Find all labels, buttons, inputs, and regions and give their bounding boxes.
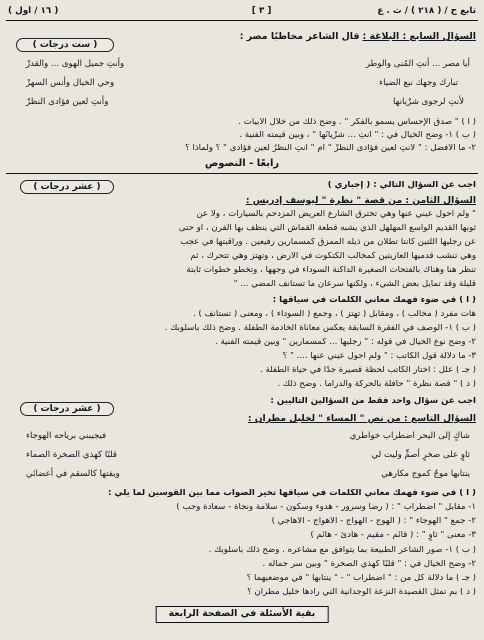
q9-verse-1b: فيجيبني برياحه الهوجاء — [26, 431, 107, 441]
q7-title: السؤال السابع : البلاغة : — [362, 32, 476, 42]
q8-d-item: ( د ) " قصة نظرة " حافلة بالحركة والدراما . وضح ذلك . — [277, 380, 476, 389]
q8-marks-badge: ( عشر درجات ) — [20, 180, 114, 194]
q8-instruction: أجب عن السؤال التالي : ( إجباري ) — [327, 181, 476, 190]
section-4-title: رابعًا - النصوص — [204, 158, 280, 169]
header-center: [ ٣ ] — [251, 6, 272, 16]
q7-verse-3a: لأنتِ لرجوى شرْيانها — [393, 97, 464, 107]
q7-item-b1: ( ب ) ١- وضح الخيال في : " أنتِ ... شرْيانُها " ، وبين قيمته الفنية . — [239, 131, 476, 140]
q8-passage-line: " ولم أحول عيني عنها وهي تخترق الشارع العريض المزدحم بالسيارات ، ولا عن — [196, 210, 476, 219]
q8-passage-line: عن رجليها اللتين كانتا تطلان من ذيله الممزق كمسمارين رفيعين . وراقبتها في عجب — [180, 238, 476, 247]
q8-b-item: ( ب ) ١- الوصف في الفقرة السابقة يعكس معاناة الخادمة الطفلة . وضح ذلك بأسلوبك . — [164, 324, 476, 333]
q9-d-item: ( د ) بم تمثل القصيدة النزعة الوجدانية التي رادها خليل مطران ؟ — [247, 588, 476, 597]
q9-a-item: ٢- جمع " الهوجاء " : ( الهوج - الهواج - الأهواج - الأهاجي ) — [271, 517, 476, 526]
q8-passage-line: ثوبها القديم الواسع المهلهل الذي يشبه قطعة القماش التي ينظف بها الفرن ، أو حتى — [178, 224, 476, 233]
q7-marks-badge: ( ست درجات ) — [16, 38, 114, 52]
continued-note: بقية الأسئلة في الصفحة الرابعة — [156, 606, 329, 623]
q7-verse-3b: وأنتِ لعين فؤادى النظرْ — [26, 97, 109, 107]
q9-a-item: ١- مقابل " اضطراب " : ( رضا وسرور - هدوء وسكون - سلامة ونجاة - سعادة وحب ) — [176, 503, 476, 512]
q9-c-item: ( جـ ) ما دلالة كل من : " اضطراب " - " ينتابها " في موضعيهما ؟ — [246, 574, 476, 583]
q7-verse-2a: تبارك وجهك نبع الضياء — [379, 78, 458, 88]
q8-b-item: ٢- وضح نوع الخيال في قوله : " رجليها ... كمسمارين " وبين قيمته الفنية . — [214, 338, 476, 347]
q8-a-line: هات مفرد ( مخالب ) ، ومقابل ( تهتز ) ، وجمع ( السوداء ) ، ومعنى ( تستأنف ) . — [193, 310, 476, 319]
q7-verse-1b: وأنتِ جميل الهوى ... والقدرْ — [26, 59, 125, 69]
q9-b-item: ( ب ) ١- صور الشاعر الطبيعة بما يتوافق مع مشاعره . وضح ذلك بأسلوبك . — [208, 546, 476, 555]
q9-verse-1a: شاكٍ إلى البحر اضطراب خواطري — [349, 431, 470, 441]
q8-c-item: ( جـ ) علل : اختار الكاتب لحظة قصيرة جدًا في حياة الطفلة . — [259, 366, 476, 375]
q7-intro: قال الشاعر مخاطبًا مصر : — [239, 32, 360, 42]
q7-verse-2b: وحي الخيال وأنس السهرْ — [26, 78, 115, 88]
q9-b-item: ٢- وضح الخيال في : " قلبًا كهذي الصخرة " وبين سر جماله . — [262, 560, 476, 569]
q9-instruction: أجب عن سؤال واحد فقط من السؤالين التاليين : — [270, 397, 476, 406]
q9-a-lead: ( أ ) في ضوء فهمك معاني الكلمات في سياقها تخير الصواب مما بين القوسين لما يلي : — [108, 489, 476, 498]
section-divider — [6, 173, 478, 174]
q9-verse-3a: ينتابها موجٌ كموج مكارهي — [381, 469, 470, 479]
q8-passage-line: وهي تنشب قدميها العاريتين كمخالب الكتكوت في الأرض ، وتهتز وهي تتحرك ، ثم — [190, 252, 476, 261]
q8-passage-line: قليلة وقد تمايل بعض الشيء ، ولكنها سرعان ما تستأنف المضي ... " — [233, 280, 476, 289]
q7-verse-1a: أيا مصر ... أنتِ المُنى والوطر — [365, 59, 470, 69]
q9-verse-2b: قلبًا كهذي الصخرة الصماء — [26, 450, 117, 460]
q9-marks-badge: ( عشر درجات ) — [20, 402, 114, 416]
q9-title: السؤال التاسع : من نص " المساء " لخليل مطران : — [247, 414, 476, 424]
q8-title: السؤال الثامن : من قصة " نظرة " ليوسف إدريس : — [245, 196, 476, 206]
page-header — [8, 6, 476, 16]
q8-a-lead: ( أ ) في ضوء فهمك معاني الكلمات في سياقها : — [272, 296, 476, 305]
q8-b-item: ٣- ما دلالة قول الكاتب : " ولم أحول عيني عنها .... " ؟ — [282, 352, 476, 361]
q7-item-b2: ٢- ما الأفضل : " لأنتِ لعين فؤادى النظرْ " أم " أنتِ النظرُ لعين فؤادى " ؟ ولماذا ؟ — [185, 144, 476, 153]
header-divider — [6, 20, 478, 21]
q8-passage-line: تنظر هنا وهناك بالفتحات الصغيرة الداكنة السوداء في وجهها ، وتخطو خطوات ثابتة — [186, 266, 476, 275]
q9-verse-2a: ثاوٍ على صخرٍ أصمٍّ وليت لي — [371, 450, 470, 460]
header-left: ( ١٦ / أول ) — [8, 6, 59, 16]
header-right: تابع ح / ( ٢١٨ ) / ث . ع — [377, 6, 476, 16]
q7-item-a: ( أ ) " صدق الإحساس يسمو بالفكر " . وضح ذلك من خلال الأبيات . — [238, 118, 476, 127]
q7-heading — [8, 32, 476, 43]
q9-verse-3b: ويفتها كالسقم في أعضائي — [26, 469, 120, 479]
q9-a-item: ٣- معنى " ثاوٍ " : ( قائم - مقيم - هادئ - هائم ) — [310, 531, 476, 540]
